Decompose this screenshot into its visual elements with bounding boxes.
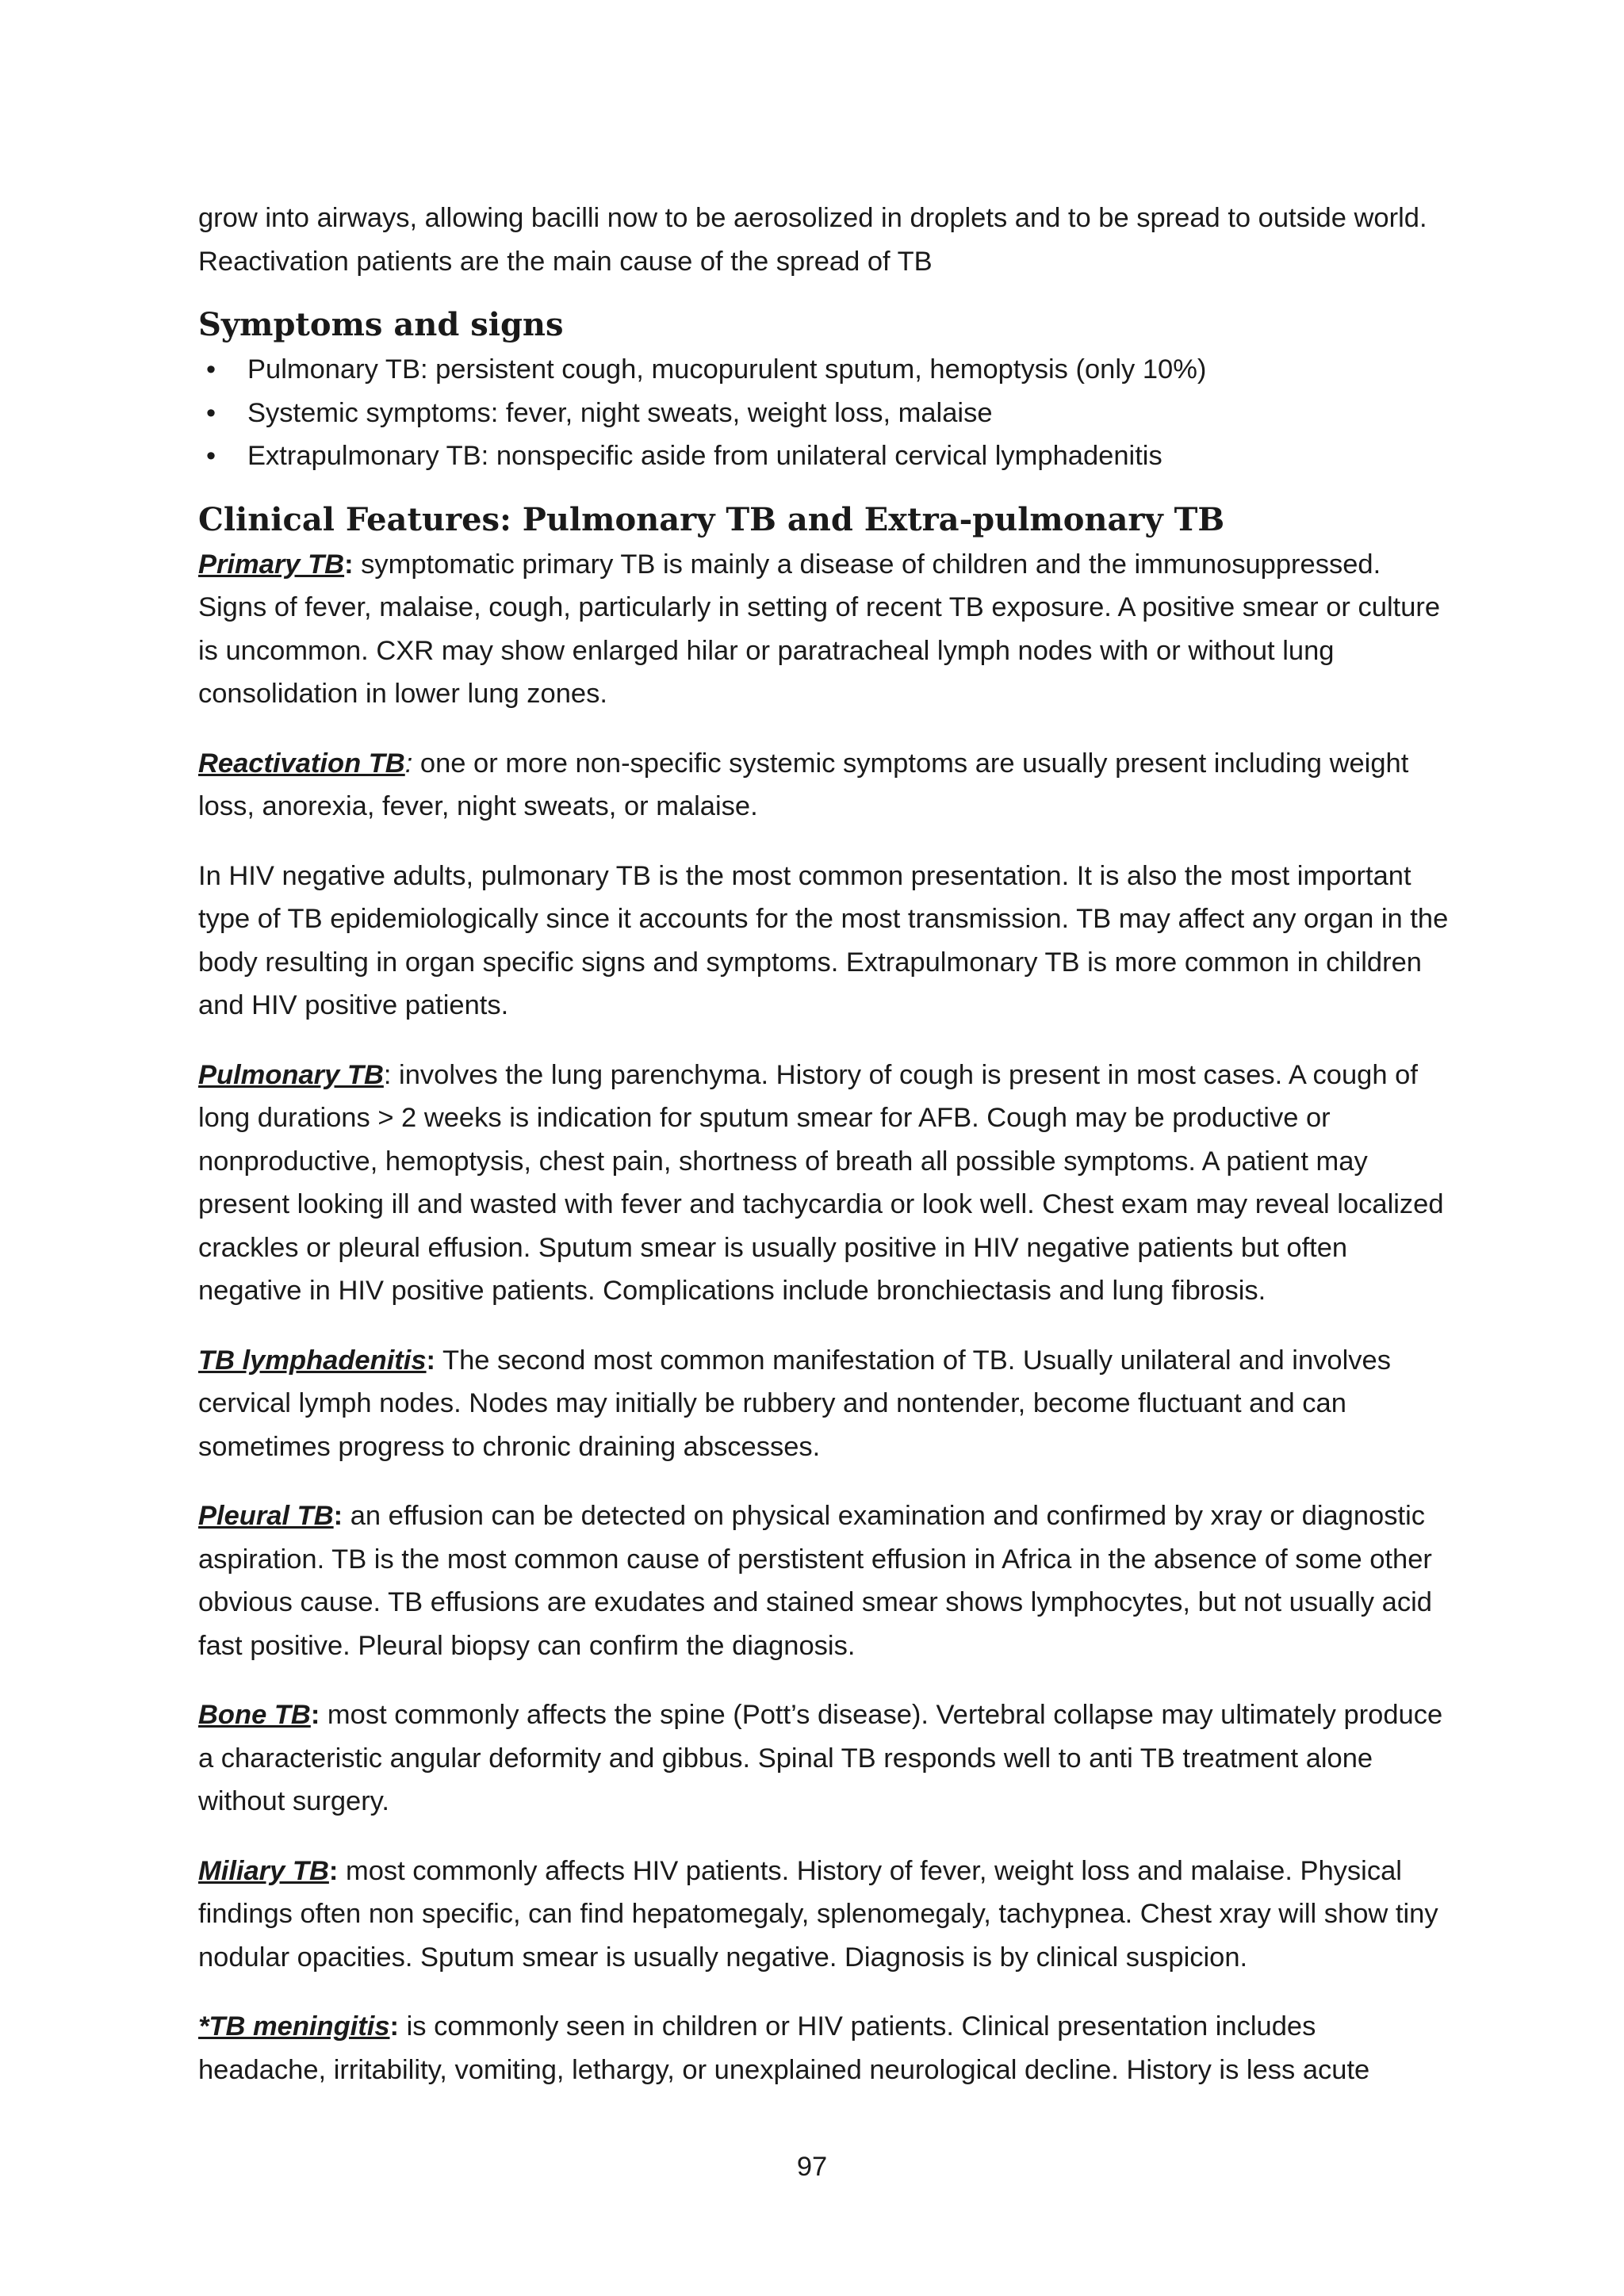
primary-tb-paragraph — [198, 543, 1451, 716]
reactivation-tb-term: Reactivation TB — [198, 748, 405, 779]
hiv-paragraph: In HIV negative adults, pulmonary TB is the most common presentation. It is also the most important type of TB epidemiologically since it accounts for the most transmission. TB may affect any organ in the body resulting in organ specific signs and symptoms. Extrapulmonary TB is more common in children and HIV positive patients. — [198, 860, 1449, 1020]
list-item-text: Pulmonary TB: persistent cough, mucopurulent sputum, hemoptysis (only 10%) — [247, 354, 1207, 385]
tb-lymphadenitis-text: The second most common manifestation of TB. Usually unilateral and involves cervical lymph nodes. Nodes may initially be rubbery and nontender, become fluctuant and can sometimes progress to chronic draining abscesses. — [198, 1345, 1391, 1462]
symptoms-heading: Symptoms and signs — [198, 306, 564, 343]
clinical-features-heading: Clinical Features: Pulmonary TB and Extra-pulmonary TB — [198, 500, 1225, 538]
pleural-tb-text: an effusion can be detected on physical examination and confirmed by xray or diagnostic aspiration. TB is the most common cause of perstistent effusion in Africa in the absence of some other obvious cause. TB effusions are exudates and stained smear shows lymphocytes, but not usually acid fast positive. Pleural biopsy can confirm the diagnosis. — [198, 1501, 1432, 1661]
reactivation-tb-text: one or more non-specific systemic symptoms are usually present including weight loss, anorexia, fever, night sweats, or malaise. — [198, 748, 1409, 821]
miliary-tb-term: Miliary TB — [198, 1855, 329, 1886]
tb-meningitis-text: is commonly seen in children or HIV patients. Clinical presentation includes headache, irritability, vomiting, lethargy, or unexplained neurological decline. History is less acute — [198, 2011, 1370, 2085]
symptoms-list — [198, 348, 1451, 478]
list-item-text: Systemic symptoms: fever, night sweats, weight loss, malaise — [247, 397, 993, 428]
tb-meningitis-term: *TB meningitis — [198, 2011, 390, 2042]
bullet-icon: • — [206, 354, 216, 385]
pulmonary-tb-text: involves the lung parenchyma. History of cough is present in most cases. A cough of long durations > 2 weeks is indication for sputum smear for AFB. Cough may be productive or nonproductive, hemoptysis, chest pain, shortness of breath all possible symptoms. A patient may present looking ill and wasted with fever and tachycardia or look well. Chest exam may reveal localized crackles or pleural effusion. Sputum smear is usually positive in HIV negative patients but often negative in HIV positive patients. Complications include bronchiectasis and lung fibrosis. — [198, 1059, 1444, 1306]
term-separator: : — [328, 1855, 339, 1886]
bone-tb-paragraph — [198, 1693, 1451, 1823]
term-separator: : — [404, 748, 413, 779]
pleural-tb-paragraph — [198, 1494, 1451, 1667]
list-item — [198, 434, 1451, 478]
bullet-icon: • — [206, 397, 216, 428]
page-number: 97 — [796, 2152, 828, 2182]
tb-meningitis-paragraph — [198, 2005, 1451, 2091]
bullet-icon: • — [206, 441, 216, 471]
document-page — [198, 197, 1451, 2118]
tb-lymphadenitis-term: TB lymphadenitis — [198, 1345, 427, 1376]
pleural-tb-term: Pleural TB — [198, 1501, 334, 1531]
term-separator: : — [383, 1059, 392, 1090]
pulmonary-tb-term: Pulmonary TB — [198, 1059, 384, 1090]
miliary-tb-paragraph — [198, 1850, 1451, 1980]
intro-paragraph: grow into airways, allowing bacilli now to be aerosolized in droplets and to be spread to outside world. Reactivation patients are the main cause of the spread of TB — [198, 203, 1427, 277]
miliary-tb-text: most commonly affects HIV patients. History of fever, weight loss and malaise. Physical findings often non specific, can find hepatomegaly, splenomegaly, tachypnea. Chest xray will show tiny nodular opacities. Sputum smear is usually negative. Diagnosis is by clinical suspicion. — [198, 1855, 1438, 1973]
pulmonary-tb-paragraph — [198, 1054, 1451, 1313]
list-item-text: Extrapulmonary TB: nonspecific aside from unilateral cervical lymphadenitis — [247, 441, 1162, 471]
reactivation-tb-paragraph — [198, 742, 1451, 828]
list-item — [198, 348, 1451, 392]
bone-tb-term: Bone TB — [198, 1700, 311, 1730]
list-item — [198, 392, 1451, 435]
term-separator: : — [310, 1700, 320, 1730]
primary-tb-text: symptomatic primary TB is mainly a disease of children and the immunosuppressed. Signs of fever, malaise, cough, particularly in setting of recent TB exposure. A positive smear or culture is uncommon. CXR may show enlarged hilar or paratracheal lymph nodes with or without lung consolidation in lower lung zones. — [198, 549, 1441, 709]
term-separator: : — [426, 1345, 436, 1376]
bone-tb-text: most commonly affects the spine (Pott’s disease). Vertebral collapse may ultimately produce a characteristic angular deformity and gibbus. Spinal TB responds well to anti TB treatment alone without surgery. — [198, 1700, 1443, 1816]
term-separator: : — [389, 2011, 400, 2042]
term-separator: : — [333, 1501, 343, 1531]
tb-lymphadenitis-paragraph — [198, 1339, 1451, 1469]
primary-tb-term: Primary TB — [198, 549, 345, 580]
term-separator: : — [344, 549, 354, 580]
